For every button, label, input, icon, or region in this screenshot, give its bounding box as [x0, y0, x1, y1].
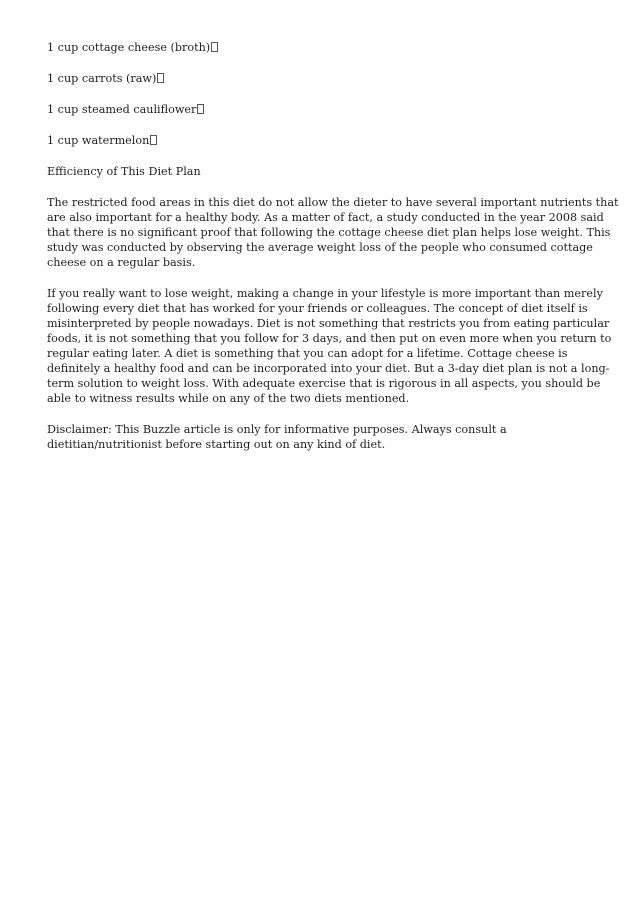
missing-glyph-icon: [157, 73, 164, 83]
list-item: [47, 71, 595, 86]
document-page: [47, 40, 619, 468]
paragraph-lifestyle: [47, 286, 612, 406]
text-line: The restricted food areas in this diet do not allow the dieter to have several important nutrients that: [47, 196, 619, 209]
paragraph-disclaimer: [47, 422, 595, 452]
text-line: misinterpreted by people nowadays. Diet is not something that restricts you from eating particular: [47, 317, 610, 330]
text-line: Disclaimer: This Buzzle article is only for informative purposes. Always consult a: [47, 423, 507, 436]
list-item: [47, 40, 595, 55]
section-heading: Efficiency of This Diet Plan: [47, 165, 201, 178]
text-line: that there is no significant proof that following the cottage cheese diet plan helps lose weight. This: [47, 226, 611, 239]
list-item-text: 1 cup watermelon: [47, 134, 150, 147]
missing-glyph-icon: [211, 42, 218, 52]
text-line: dietitian/nutritionist before starting out on any kind of diet.: [47, 438, 386, 451]
text-line: term solution to weight loss. With adequate exercise that is rigorous in all aspects, you should be: [47, 377, 601, 390]
missing-glyph-icon: [150, 135, 157, 145]
list-item-text: 1 cup cottage cheese (broth): [47, 41, 211, 54]
text-line: If you really want to lose weight, making a change in your lifestyle is more important than merely: [47, 287, 603, 300]
text-line: regular eating later. A diet is something that you can adopt for a lifetime. Cottage cheese is: [47, 347, 568, 360]
text-line: cheese on a regular basis.: [47, 256, 196, 269]
text-line: following every diet that has worked for your friends or colleagues. The concept of diet itself is: [47, 302, 588, 315]
list-item-text: 1 cup carrots (raw): [47, 72, 157, 85]
text-line: study was conducted by observing the average weight loss of the people who consumed cottage: [47, 241, 593, 254]
list-item: [47, 133, 595, 148]
text-line: able to witness results while on any of the two diets mentioned.: [47, 392, 410, 405]
text-line: definitely a healthy food and can be incorporated into your diet. But a 3-day diet plan is not a long-: [47, 362, 610, 375]
paragraph-restricted-foods: [47, 195, 619, 270]
list-item: [47, 102, 595, 117]
list-item-text: 1 cup steamed cauliflower: [47, 103, 197, 116]
missing-glyph-icon: [197, 104, 204, 114]
text-line: are also important for a healthy body. As a matter of fact, a study conducted in the year 2008 said: [47, 211, 604, 224]
text-line: foods, it is not something that you follow for 3 days, and then put on even more when you return to: [47, 332, 612, 345]
